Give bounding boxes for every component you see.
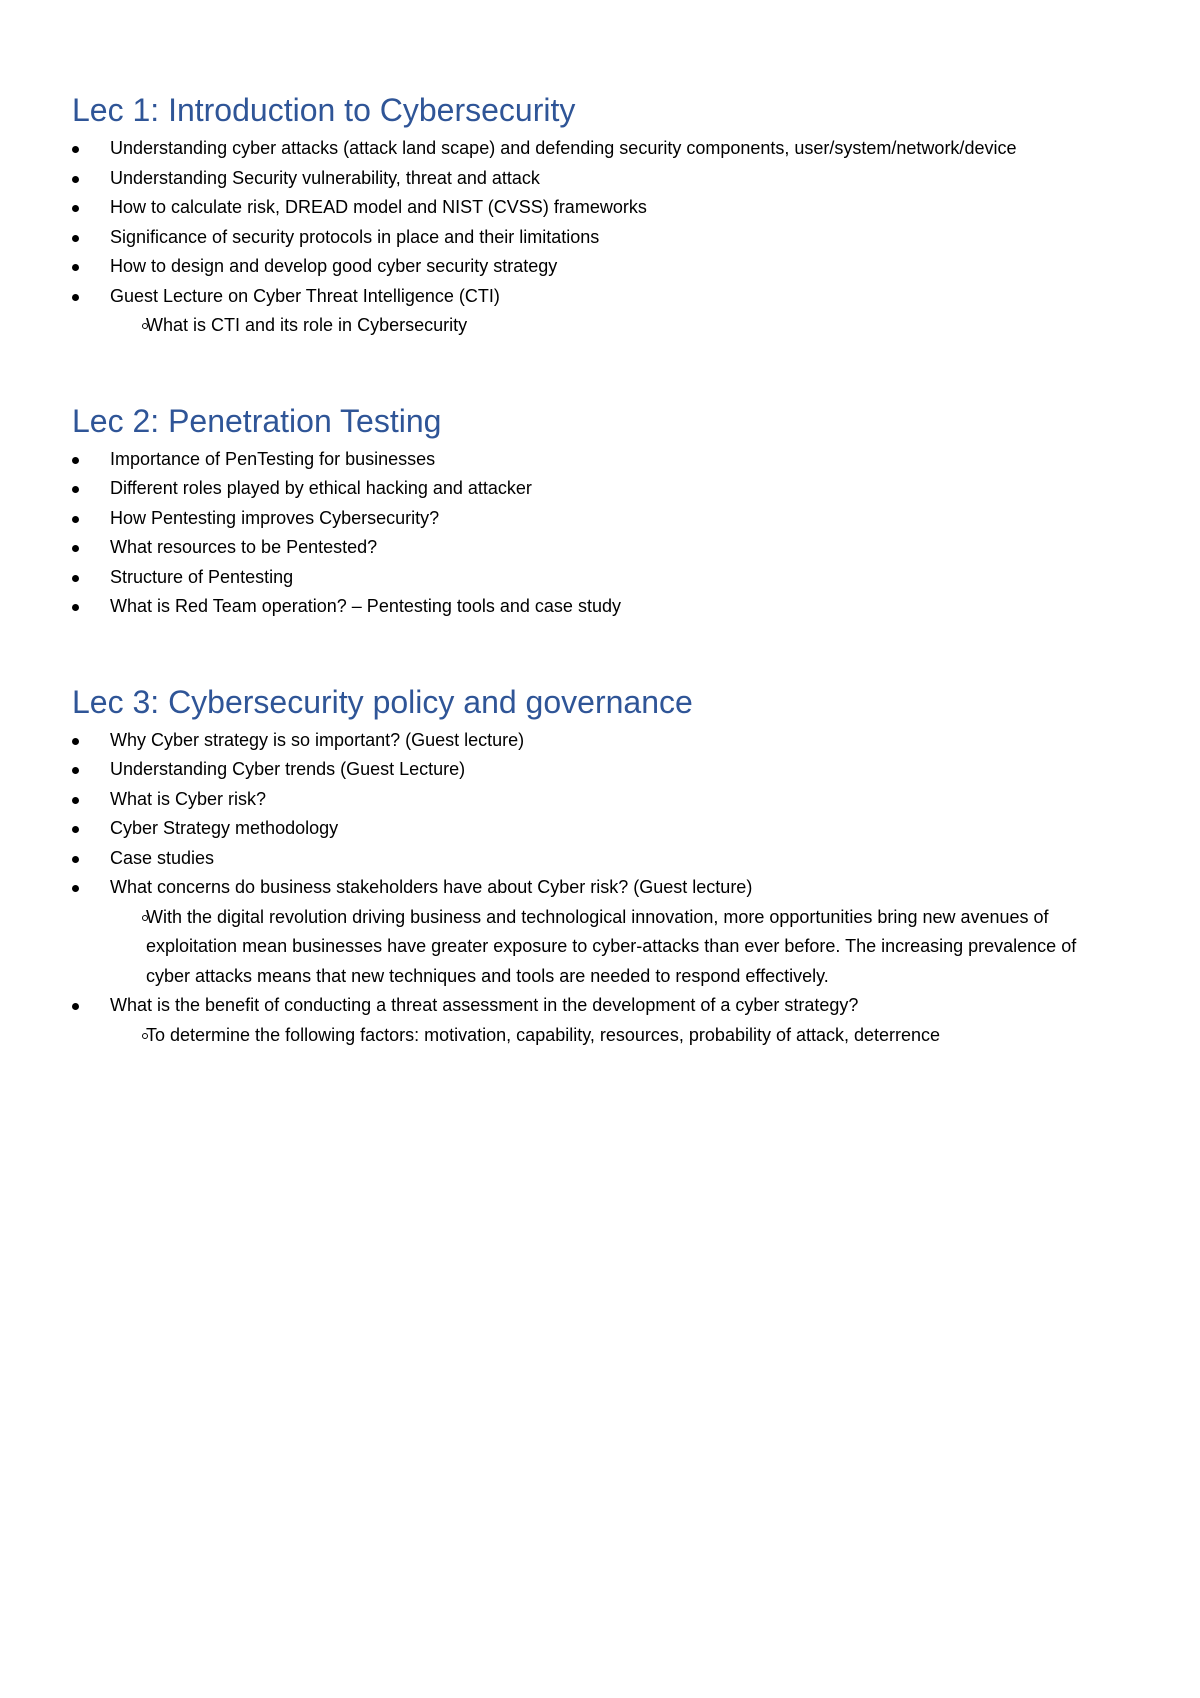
list-item-text: Why Cyber strategy is so important? (Guest lecture) xyxy=(110,729,525,750)
sub-list-item xyxy=(72,903,1100,992)
lecture-section xyxy=(72,682,1100,1051)
list-item-text: Understanding Security vulnerability, threat and attack xyxy=(110,167,540,188)
list-item xyxy=(72,563,1100,593)
section-heading: Lec 2: Penetration Testing xyxy=(72,402,442,439)
bullet-icon xyxy=(72,575,79,582)
bullet-icon xyxy=(72,767,79,774)
section-heading: Lec 3: Cybersecurity policy and governance xyxy=(72,683,693,720)
hollow-bullet-icon xyxy=(142,915,148,921)
bullet-icon xyxy=(72,604,79,611)
list-item xyxy=(72,592,1100,622)
bullet-icon xyxy=(72,545,79,552)
list-item-text: Structure of Pentesting xyxy=(110,566,294,587)
bullet-icon xyxy=(72,176,79,183)
section-heading: Lec 1: Introduction to Cybersecurity xyxy=(72,92,576,128)
list-item xyxy=(72,164,1100,194)
sub-list-item xyxy=(72,1021,1100,1051)
list-item xyxy=(72,726,1100,756)
list-item-text: What concerns do business stakeholders have about Cyber risk? (Guest lecture) xyxy=(110,877,753,897)
hollow-bullet-icon xyxy=(142,1033,148,1039)
lecture-section xyxy=(72,90,1100,341)
bullet-icon xyxy=(72,797,79,804)
sub-list-item-text: To determine the following factors: motivation, capability, resources, probability of attack, deterrence xyxy=(146,1024,941,1045)
list-item-text: Understanding cyber attacks (attack land scape) and defending security components, user/system/network/device xyxy=(110,138,1017,158)
list-item xyxy=(72,991,1100,1021)
list-item-text: What is Cyber risk? xyxy=(110,788,267,809)
list-item xyxy=(72,785,1100,815)
sub-list-item xyxy=(72,311,1100,341)
bullet-icon xyxy=(72,205,79,212)
list-item xyxy=(72,282,1100,312)
list-item xyxy=(72,755,1100,785)
bullet-list xyxy=(72,134,1100,341)
bullet-icon xyxy=(72,294,79,301)
list-item-text: How to design and develop good cyber security strategy xyxy=(110,256,558,276)
sub-list-item-text: What is CTI and its role in Cybersecurity xyxy=(146,315,468,335)
bullet-icon xyxy=(72,516,79,523)
list-item-text: Significance of security protocols in place and their limitations xyxy=(110,226,600,247)
bullet-icon xyxy=(72,738,79,745)
list-item xyxy=(72,533,1100,563)
bullet-list xyxy=(72,445,1100,622)
list-item-text: How Pentesting improves Cybersecurity? xyxy=(110,507,440,528)
list-item-text: What resources to be Pentested? xyxy=(110,537,378,557)
list-item xyxy=(72,504,1100,534)
list-item xyxy=(72,873,1100,903)
list-item-text: What is the benefit of conducting a threat assessment in the development of a cyber strategy? xyxy=(110,995,859,1015)
hollow-bullet-icon xyxy=(142,323,148,329)
sub-bullet-list xyxy=(72,311,1100,341)
list-item-text: Guest Lecture on Cyber Threat Intelligence (CTI) xyxy=(110,285,500,306)
list-item xyxy=(72,814,1100,844)
list-item-text: Cyber Strategy methodology xyxy=(110,818,339,838)
bullet-icon xyxy=(72,856,79,863)
list-item-text: Importance of PenTesting for businesses xyxy=(110,448,436,469)
sub-bullet-list xyxy=(72,903,1100,992)
list-item-text: How to calculate risk, DREAD model and NIST (CVSS) frameworks xyxy=(110,197,647,217)
list-item-text: What is Red Team operation? – Pentesting tools and case study xyxy=(110,596,621,616)
list-item xyxy=(72,134,1100,164)
list-item xyxy=(72,223,1100,253)
bullet-icon xyxy=(72,235,79,242)
bullet-icon xyxy=(72,885,79,892)
list-item xyxy=(72,193,1100,223)
list-item xyxy=(72,474,1100,504)
list-item-text: Understanding Cyber trends (Guest Lecture) xyxy=(110,759,466,779)
bullet-icon xyxy=(72,264,79,271)
list-item xyxy=(72,844,1100,874)
bullet-list xyxy=(72,726,1100,1051)
bullet-icon xyxy=(72,826,79,833)
lecture-section xyxy=(72,401,1100,622)
bullet-icon xyxy=(72,146,79,153)
bullet-icon xyxy=(72,457,79,464)
bullet-icon xyxy=(72,1003,79,1010)
list-item xyxy=(72,445,1100,475)
sub-list-item-text: With the digital revolution driving business and technological innovation, more opportunities bring new avenues of exploitation mean businesses have greater exposure to cyber-attacks than ever before. The increasing prevalence of cyber attacks means that new techniques and tools are needed to respond effectively. xyxy=(146,906,1077,986)
bullet-icon xyxy=(72,486,79,493)
list-item-text: Case studies xyxy=(110,847,215,868)
sub-bullet-list xyxy=(72,1021,1100,1051)
list-item-text: Different roles played by ethical hacking and attacker xyxy=(110,478,532,498)
list-item xyxy=(72,252,1100,282)
